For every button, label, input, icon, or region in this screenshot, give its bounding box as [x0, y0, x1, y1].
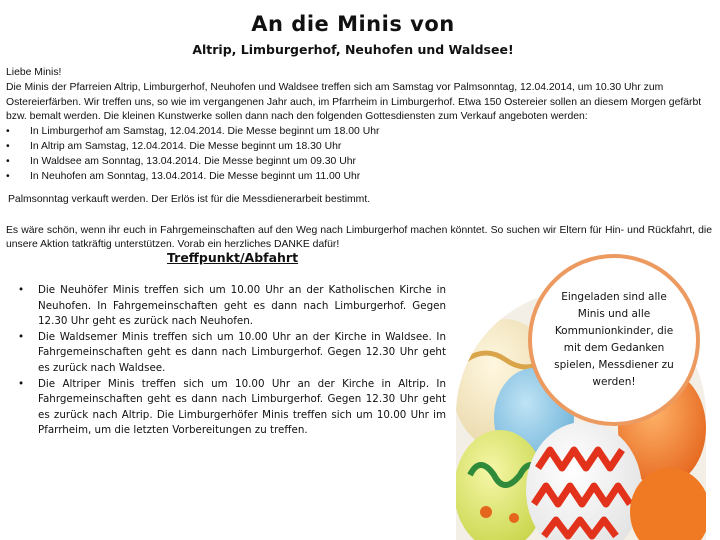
- schedule-item: • In Limburgerhof am Samstag, 12.04.2014. Die Messe beginnt um 18.00 Uhr: [6, 125, 712, 140]
- sale-note: Palmsonntag verkauft werden. Der Erlös ist für die Messdienerarbeit bestimmt.: [8, 194, 371, 205]
- intro-text: Die Minis der Pfarreien Altrip, Limburgerhof, Neuhofen und Waldsee treffen sich am Samstag vor Palmsonntag, 12.04.2014, um 10.30 Uhr zum Ostereierfärben. Wir treffen uns, so wie im vergangenen Jahr auch, im Pfarrheim in Limburgerhof. Etwa 150 Ostereier sollen an diesem Morgen gefärbt bzw. bemalt werden. Die kleinen Kunstwerke sollen dann nach den folgenden Gottesdiensten zum Verkauf angeboten werden:: [6, 81, 702, 123]
- page-subtitle: Altrip, Limburgerhof, Neuhofen und Waldsee!: [192, 42, 514, 57]
- meeting-item: • Die Waldsemer Minis treffen sich um 10.00 Uhr an der Kirche in Waldsee. In Fahrgemeinschaften geht es dann nach Limburgerhof. Gegen 12.30 Uhr geht es zurück nach Waldsee.: [18, 330, 446, 377]
- schedule-item: • In Neuhofen am Sonntag, 13.04.2014. Die Messe beginnt um 11.00 Uhr: [6, 170, 712, 185]
- greeting: Liebe Minis!: [6, 67, 62, 78]
- meeting-heading: Treffpunkt/Abfahrt: [167, 250, 299, 265]
- invitation-bubble: [528, 254, 700, 426]
- schedule-list: [6, 125, 712, 184]
- intro-section: [6, 66, 712, 184]
- schedule-item: • In Waldsee am Sonntag, 13.04.2014. Die Messe beginnt um 09.30 Uhr: [6, 155, 712, 170]
- meeting-item: • Die Altriper Minis treffen sich um 10.00 Uhr an der Kirche in Altrip. In Fahrgemeinschaften geht es dann nach Limburgerhof. Gegen 12.30 Uhr geht es zurück nach Altrip. Die Limburgerhöfer Minis treffen sich um 10.00 Uhr im Pfarrheim, um die letzten Vorbereitungen zu treffen.: [18, 377, 446, 439]
- meeting-list: [18, 283, 446, 439]
- schedule-item: • In Altrip am Samstag, 12.04.2014. Die Messe beginnt um 18.30 Uhr: [6, 140, 712, 155]
- invitation-text: Eingeladen sind alle Minis und alle Kommunionkinder, die mit dem Gedanken spielen, Messdiener zu werden!: [554, 291, 674, 388]
- page-title: An die Minis von: [251, 12, 455, 36]
- meeting-item: • Die Neuhöfer Minis treffen sich um 10.00 Uhr an der Katholischen Kirche in Neuhofen. In Fahrgemeinschaften geht es dann nach Limburgerhof. Gegen 12.30 Uhr geht es zurück nach Neuhofen.: [18, 283, 446, 330]
- carpool-paragraph: Es wäre schön, wenn ihr euch in Fahrgemeinschaften auf den Weg nach Limburgerhof machen könntet. So suchen wir Eltern für Hin- und Rückfahrt, die unsere Aktion tatkräftig unterstützen. Vorab ein herzliches DANKE dafür!: [6, 225, 712, 250]
